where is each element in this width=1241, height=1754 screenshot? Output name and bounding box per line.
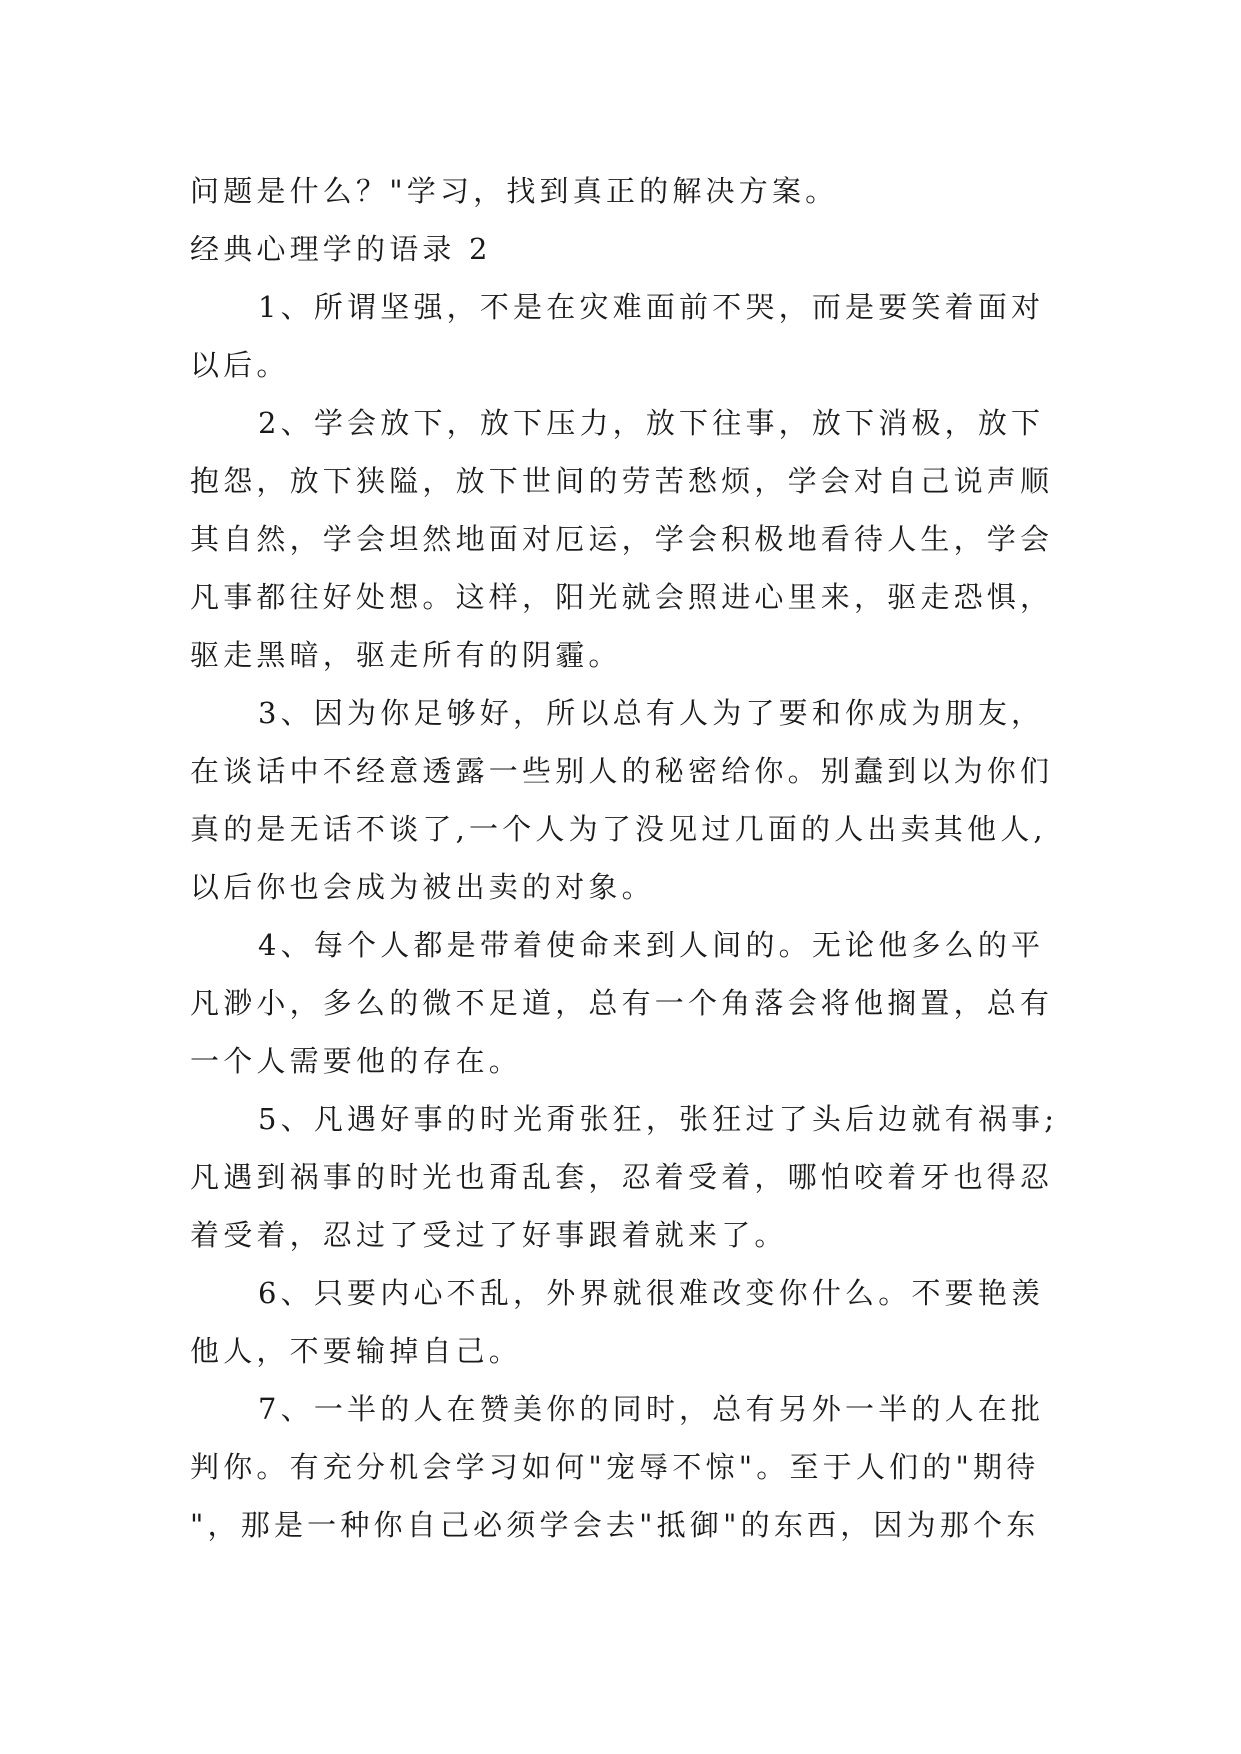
paragraph-line: 4、每个人都是带着使命来到人间的。无论他多么的平 (258, 928, 1045, 962)
paragraph-line: "，那是一种你自己必须学会去"抵御"的东西，因为那个东 (190, 1508, 1040, 1542)
paragraph-4 (190, 916, 1054, 1090)
paragraph-line: 判你。有充分机会学习如何"宠辱不惊"。至于人们的"期待 (190, 1450, 1040, 1484)
paragraph-line: 2、学会放下，放下压力，放下往事，放下消极，放下 (258, 406, 1045, 440)
paragraph-7 (190, 1380, 1048, 1554)
paragraph-line: 着受着，忍过了受过了好事跟着就来了。 (190, 1218, 788, 1252)
paragraph-line: 1、所谓坚强，不是在灾难面前不哭，而是要笑着面对 (258, 290, 1045, 324)
paragraph-line: 其自然，学会坦然地面对厄运，学会积极地看待人生，学会 (190, 522, 1054, 556)
intro-line: 问题是什么？"学习，找到真正的解决方案。 (190, 174, 839, 208)
paragraph-line: 5、凡遇好事的时光甭张狂，张狂过了头后边就有祸事; (258, 1102, 1059, 1136)
paragraph-line: 真的是无话不谈了,一个人为了没见过几面的人出卖其他人, (190, 812, 1047, 846)
paragraph-line: 在谈话中不经意透露一些别人的秘密给你。别蠢到以为你们 (190, 754, 1054, 788)
paragraph-line: 3、因为你足够好，所以总有人为了要和你成为朋友， (258, 696, 1045, 730)
paragraph-2 (190, 394, 1054, 684)
paragraph-line: 抱怨，放下狭隘，放下世间的劳苦愁烦，学会对自己说声顺 (190, 464, 1054, 498)
paragraph-1 (190, 278, 1048, 394)
paragraph-line: 他人，不要输掉自己。 (190, 1334, 523, 1368)
paragraph-line: 6、只要内心不乱，外界就很难改变你什么。不要艳羡 (258, 1276, 1045, 1310)
paragraph-line: 凡事都往好处想。这样，阳光就会照进心里来，驱走恐惧， (190, 580, 1054, 614)
paragraph-5 (190, 1090, 1059, 1264)
paragraph-6 (190, 1264, 1048, 1380)
paragraph-line: 以后。 (190, 348, 290, 382)
paragraph-line: 一个人需要他的存在。 (190, 1044, 523, 1078)
paragraph-line: 7、一半的人在赞美你的同时，总有另外一半的人在批 (258, 1392, 1045, 1426)
paragraph-line: 凡遇到祸事的时光也甭乱套，忍着受着，哪怕咬着牙也得忍 (190, 1160, 1054, 1194)
document-body (190, 162, 1059, 1554)
paragraph-line: 以后你也会成为被出卖的对象。 (190, 870, 655, 904)
paragraph-line: 凡渺小，多么的微不足道，总有一个角落会将他搁置，总有 (190, 986, 1054, 1020)
section-title: 经典心理学的语录 2 (190, 232, 492, 266)
paragraph-line: 驱走黑暗，驱走所有的阴霾。 (190, 638, 622, 672)
paragraph-3 (190, 684, 1054, 916)
